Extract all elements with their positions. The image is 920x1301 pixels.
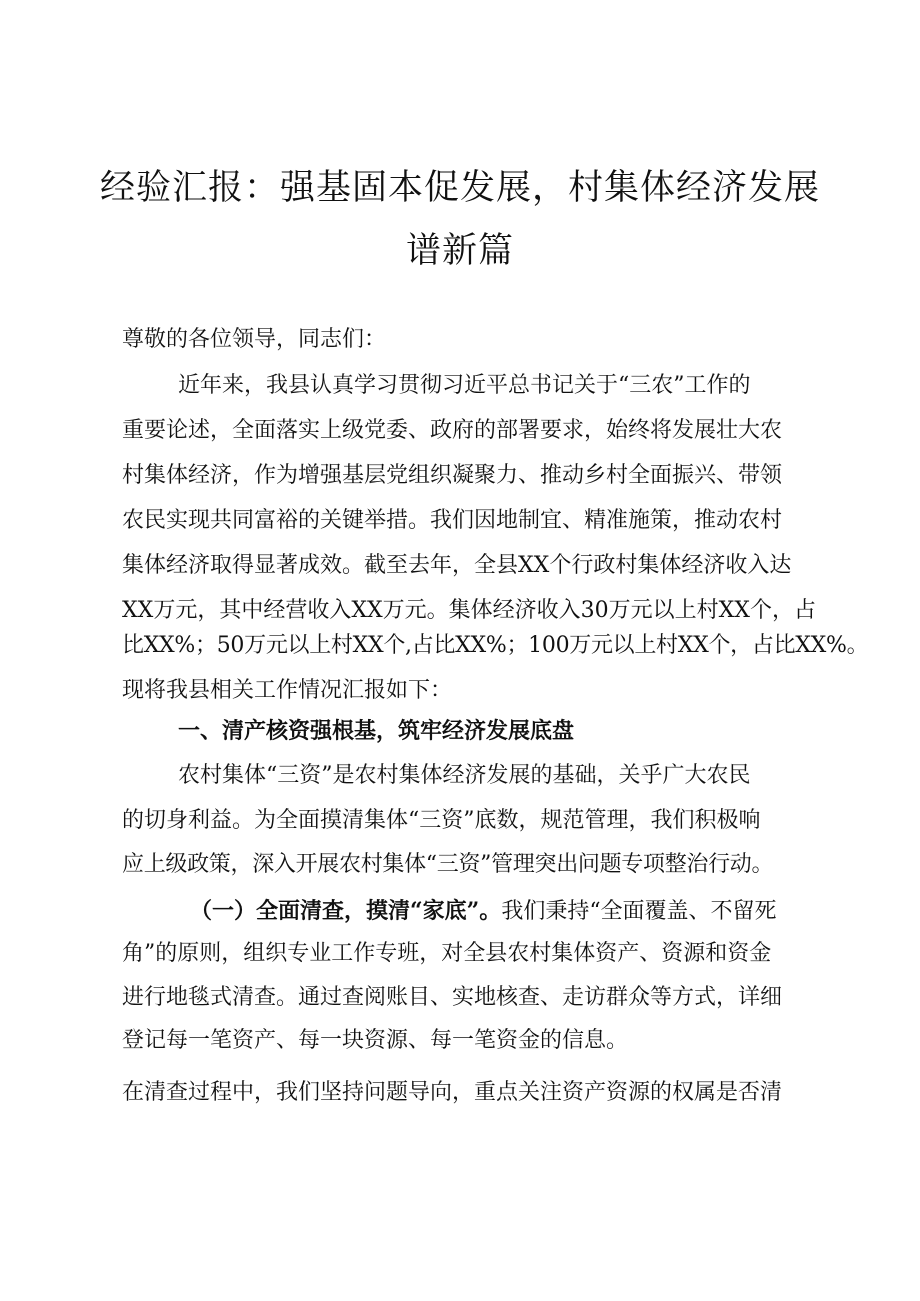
section-heading: 一、清产核资强根基，筑牢经济发展底盘 <box>178 718 575 744</box>
paragraph-line: 登记每一笔资产、每一块资源、每一笔资金的信息。 <box>122 1028 629 1053</box>
paragraph-line: 重要论述，全面落实上级党委、政府的部署要求，始终将发展壮大农 <box>122 418 783 443</box>
paragraph-line: 进行地毯式清查。通过查阅账目、实地核查、走访群众等方式，详细 <box>122 985 783 1010</box>
subsection-text: 我们秉持“全面覆盖、不留死 <box>501 899 777 924</box>
paragraph-line: 应上级政策，深入开展农村集体“三资”管理突出问题专项整治行动。 <box>122 852 774 877</box>
paragraph-line: 在清查过程中，我们坚持问题导向，重点关注资产资源的权属是否清 <box>122 1080 783 1105</box>
document-title-line-1: 经验汇报：强基固本促发展，村集体经济发展 <box>100 168 821 208</box>
subsection-heading: （一）全面清查，摸清“家底”。 <box>190 898 502 924</box>
paragraph-line: 农民实现共同富裕的关键举措。我们因地制宜、精准施策，推动农村 <box>122 508 783 533</box>
salutation: 尊敬的各位领导，同志们： <box>122 327 387 352</box>
paragraph-line: 比XX%；50万元以上村XX个,占比XX%；100万元以上村XX个，占比XX%。 <box>122 633 869 658</box>
paragraph-line: 农村集体“三资”是农村集体经济发展的基础，关乎广大农民 <box>178 763 751 788</box>
paragraph-line: 近年来，我县认真学习贯彻习近平总书记关于“三农”工作的 <box>178 373 751 398</box>
paragraph-line: 现将我县相关工作情况汇报如下： <box>122 678 453 703</box>
paragraph-line: 的切身利益。为全面摸清集体“三资”底数，规范管理，我们积极响 <box>122 808 761 833</box>
subsection-line <box>190 896 822 927</box>
paragraph-line: 村集体经济，作为增强基层党组织凝聚力、推动乡村全面振兴、带领 <box>122 463 783 488</box>
paragraph-line: 角”的原则，组织专业工作专班，对全县农村集体资产、资源和资金 <box>122 941 772 966</box>
document-title-line-2: 谱新篇 <box>405 231 514 271</box>
paragraph-line: XX万元，其中经营收入XX万元。集体经济收入30万元以上村XX个，占 <box>122 598 816 623</box>
paragraph-line: 集体经济取得显著成效。截至去年，全县XX个行政村集体经济收入达 <box>122 553 792 578</box>
